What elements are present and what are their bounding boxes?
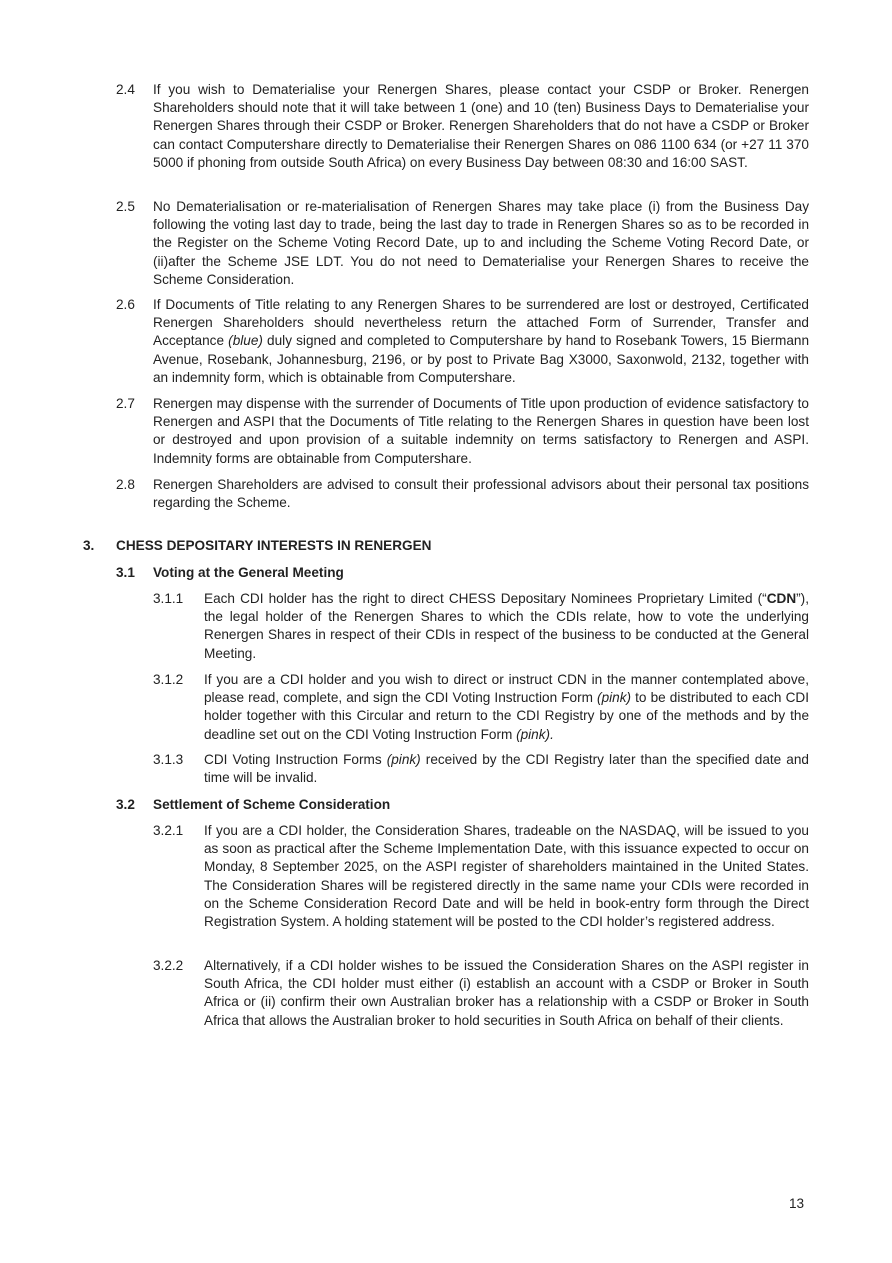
paragraph-text: Renergen may dispense with the surrender of Documents of Title upon production of evidence satisfactory to Renergen and ASPI that the Documents of Title relating to the Renergen Shares in question have been lost or destroyed and upon provision of a suitable indemnity on terms satisfactory to Renergen and ASPI. Indemnity forms are obtainable from Computershare.: [153, 396, 809, 466]
paragraph-text: Renergen Shareholders are advised to consult their professional advisors about their personal tax positions regarding the Scheme.: [153, 477, 809, 511]
paragraph-number: 3.2.2: [153, 958, 184, 973]
paragraph-2-8: [116, 476, 809, 512]
paragraph-3-2-1: [153, 822, 809, 931]
paragraph-number: 3.1.1: [153, 591, 184, 606]
paragraph-text: Alternatively, if a CDI holder wishes to be issued the Consideration Shares on the ASPI register in South Africa, the CDI holder must either (i) establish an account with a CSDP or Broker in South Africa or (ii) confirm their own Australian broker has a relationship with a CSDP or Broker in South Africa that allows the Australian broker to hold securities in South Africa on behalf of their clients.: [204, 958, 809, 1028]
paragraph-text: CDI Voting Instruction Forms (pink) received by the CDI Registry later than the specified date and time will be invalid.: [204, 752, 809, 786]
subsection-heading-3-1: 3.1 Voting at the General Meeting: [116, 565, 344, 580]
paragraph-number: 3.1.3: [153, 752, 184, 767]
paragraph-3-1-1: [153, 590, 809, 663]
subsection-heading-3-2: 3.2 Settlement of Scheme Consideration: [116, 797, 391, 812]
paragraph-2-5: [116, 198, 809, 289]
paragraph-3-1-2: [153, 671, 809, 744]
paragraph-text: No Dematerialisation or re-materialisation of Renergen Shares may take place (i) from the Business Day following the voting last day to trade, being the last day to trade in Renergen Shares so as to be recorded in the Register on the Scheme Voting Record Date, up to and including the Scheme Voting Record Date, or (ii)after the Scheme JSE LDT. You do not need to Dematerialise your Renergen Shares to receive the Scheme Consideration.: [153, 199, 809, 287]
paragraph-number: 3.1.2: [153, 672, 184, 687]
paragraph-text: If you are a CDI holder, the Consideration Shares, tradeable on the NASDAQ, will be issued to you as soon as practical after the Scheme Implementation Date, with this issuance expected to occur on Monday, 8 September 2025, on the ASPI register of shareholders maintained in the United States. The Consideration Shares will be registered directly in the same name your CDIs were recorded in on the Scheme Consideration Record Date and will be held in book-entry form through the Direct Registration System. A holding statement will be posted to the CDI holder’s registered address.: [204, 823, 809, 930]
paragraph-3-2-2: [153, 957, 809, 1030]
paragraph-number: 2.5: [116, 199, 135, 214]
paragraph-text: Each CDI holder has the right to direct CHESS Depositary Nominees Proprietary Limited (“CDN”), the legal holder of the Renergen Shares to which the CDIs relate, how to vote the underlying Renergen Shares in respect of their CDIs in respect of the business to be conducted at the General Meeting.: [204, 591, 809, 661]
paragraph-text: If Documents of Title relating to any Renergen Shares to be surrendered are lost or destroyed, Certificated Renergen Shareholders should nevertheless return the attached Form of Surrender, Transfer and Acceptance (blue) duly signed and completed to Computershare by hand to Rosebank Towers, 15 Biermann Avenue, Rosebank, Johannesburg, 2196, or by post to Private Bag X3000, Saxonwold, 2132, together with an indemnity form, which is obtainable from Computershare.: [153, 297, 810, 385]
paragraph-number: 2.6: [116, 297, 135, 312]
paragraph-number: 3.2.1: [153, 823, 184, 838]
paragraph-2-6: [116, 296, 809, 387]
paragraph-3-1-3: [153, 751, 809, 787]
section-heading-3: 3. CHESS DEPOSITARY INTERESTS IN RENERGEN: [83, 538, 432, 553]
page-number: 13: [789, 1196, 805, 1211]
paragraph-2-4: [116, 81, 809, 172]
paragraph-text: If you are a CDI holder and you wish to direct or instruct CDN in the manner contemplated above, please read, complete, and sign the CDI Voting Instruction Form (pink) to be distributed to each CDI holder together with this Circular and return to the CDI Registry by one of the methods and by the deadline set out on the CDI Voting Instruction Form (pink).: [204, 672, 809, 742]
paragraph-2-7: [116, 395, 809, 468]
paragraph-text: If you wish to Dematerialise your Renergen Shares, please contact your CSDP or Broker. Renergen Shareholders should note that it will take between 1 (one) and 10 (ten) Business Days to Dematerialise your Renergen Shares through their CSDP or Broker. Renergen Shareholders that do not have a CSDP or Broker can contact Computershare directly to Dematerialise their Renergen Shares on 086 1100 634 (or +27 11 370 5000 if phoning from outside South Africa) on every Business Day between 08:30 and 16:00 SAST.: [153, 82, 809, 170]
paragraph-number: 2.7: [116, 396, 135, 411]
paragraph-number: 2.8: [116, 477, 135, 492]
paragraph-number: 2.4: [116, 82, 135, 97]
